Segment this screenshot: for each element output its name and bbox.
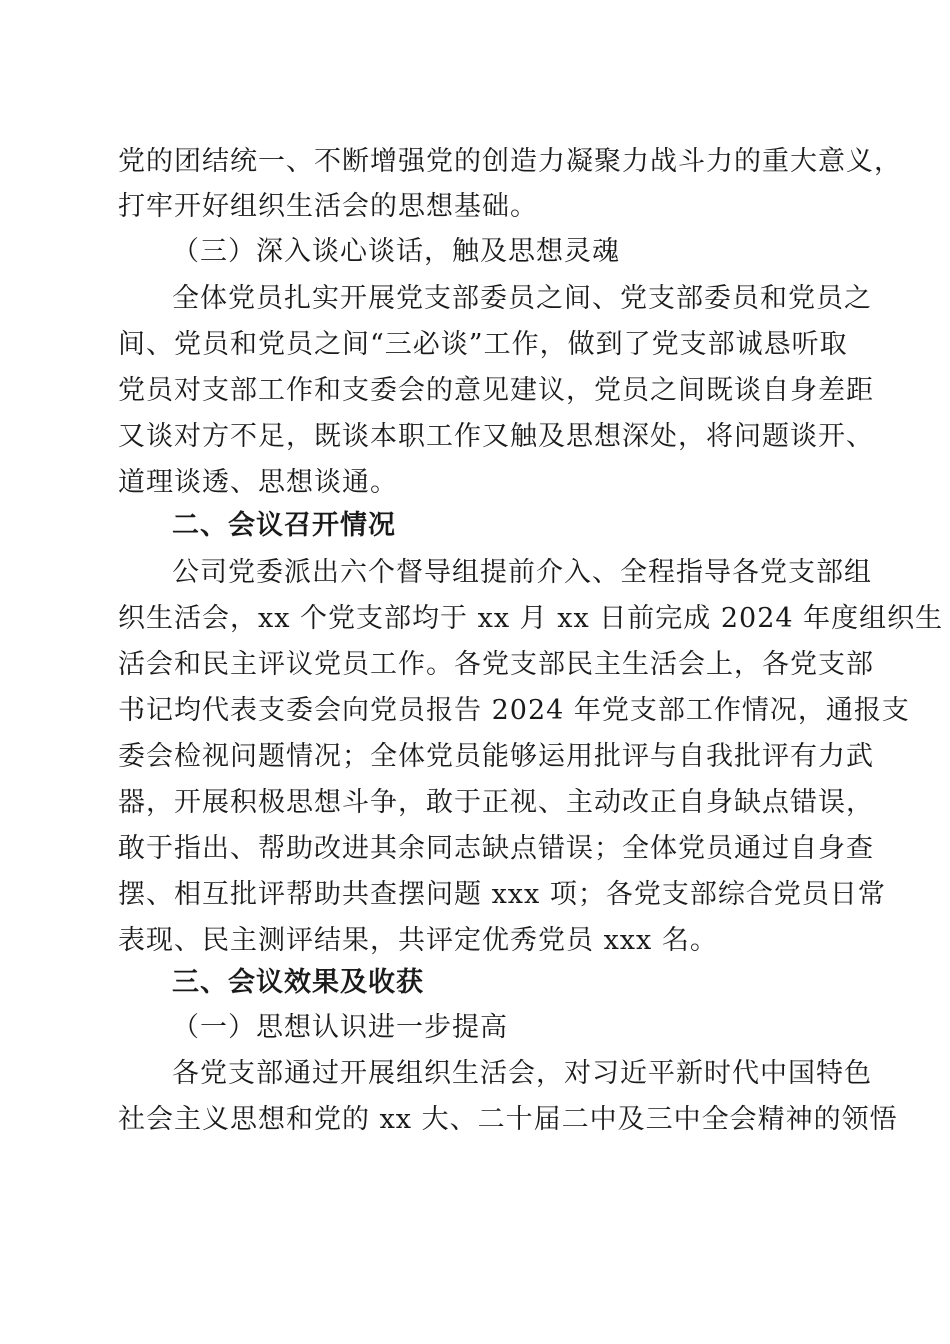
paragraph-line: 摆、相互批评帮助共查摆问题 xxx 项；各党支部综合党员日常 [118, 879, 886, 910]
paragraph-line: 全体党员扎实开展党支部委员之间、党支部委员和党员之 [172, 283, 872, 314]
paragraph-line: 织生活会，xx 个党支部均于 xx 月 xx 日前完成 2024 年度组织生 [118, 603, 944, 634]
paragraph-line: 公司党委派出六个督导组提前介入、全程指导各党支部组 [172, 557, 872, 588]
section-heading-three: 三、会议效果及收获 [172, 967, 424, 998]
paragraph-line: 道理谈透、思想谈通。 [118, 467, 398, 498]
paragraph-line: 活会和民主评议党员工作。各党支部民主生活会上，各党支部 [118, 649, 874, 680]
paragraph-line: 表现、民主测评结果，共评定优秀党员 xxx 名。 [118, 925, 718, 956]
paragraph-line: 器，开展积极思想斗争，敢于正视、主动改正自身缺点错误， [118, 787, 874, 818]
paragraph-line: 各党支部通过开展组织生活会，对习近平新时代中国特色 [172, 1058, 872, 1089]
paragraph-line: 社会主义思想和党的 xx 大、二十届二中及三中全会精神的领悟 [118, 1104, 898, 1135]
paragraph-line: 打牢开好组织生活会的思想基础。 [118, 191, 538, 222]
paragraph-line: 间、党员和党员之间“三必谈”工作，做到了党支部诚恳听取 [118, 329, 848, 360]
paragraph-line: 敢于指出、帮助改进其余同志缺点错误；全体党员通过自身查 [118, 833, 874, 864]
paragraph-line: 党员对支部工作和支委会的意见建议，党员之间既谈自身差距 [118, 375, 874, 406]
paragraph-line: 党的团结统一、不断增强党的创造力凝聚力战斗力的重大意义， [118, 146, 902, 177]
subheading-one: （一）思想认识进一步提高 [172, 1012, 508, 1043]
section-heading-two: 二、会议召开情况 [172, 510, 396, 541]
paragraph-line: 书记均代表支委会向党员报告 2024 年党支部工作情况，通报支 [118, 695, 910, 726]
paragraph-line: 又谈对方不足，既谈本职工作又触及思想深处，将问题谈开、 [118, 421, 874, 452]
subheading-three: （三）深入谈心谈话，触及思想灵魂 [172, 236, 620, 267]
paragraph-line: 委会检视问题情况；全体党员能够运用批评与自我批评有力武 [118, 741, 874, 772]
